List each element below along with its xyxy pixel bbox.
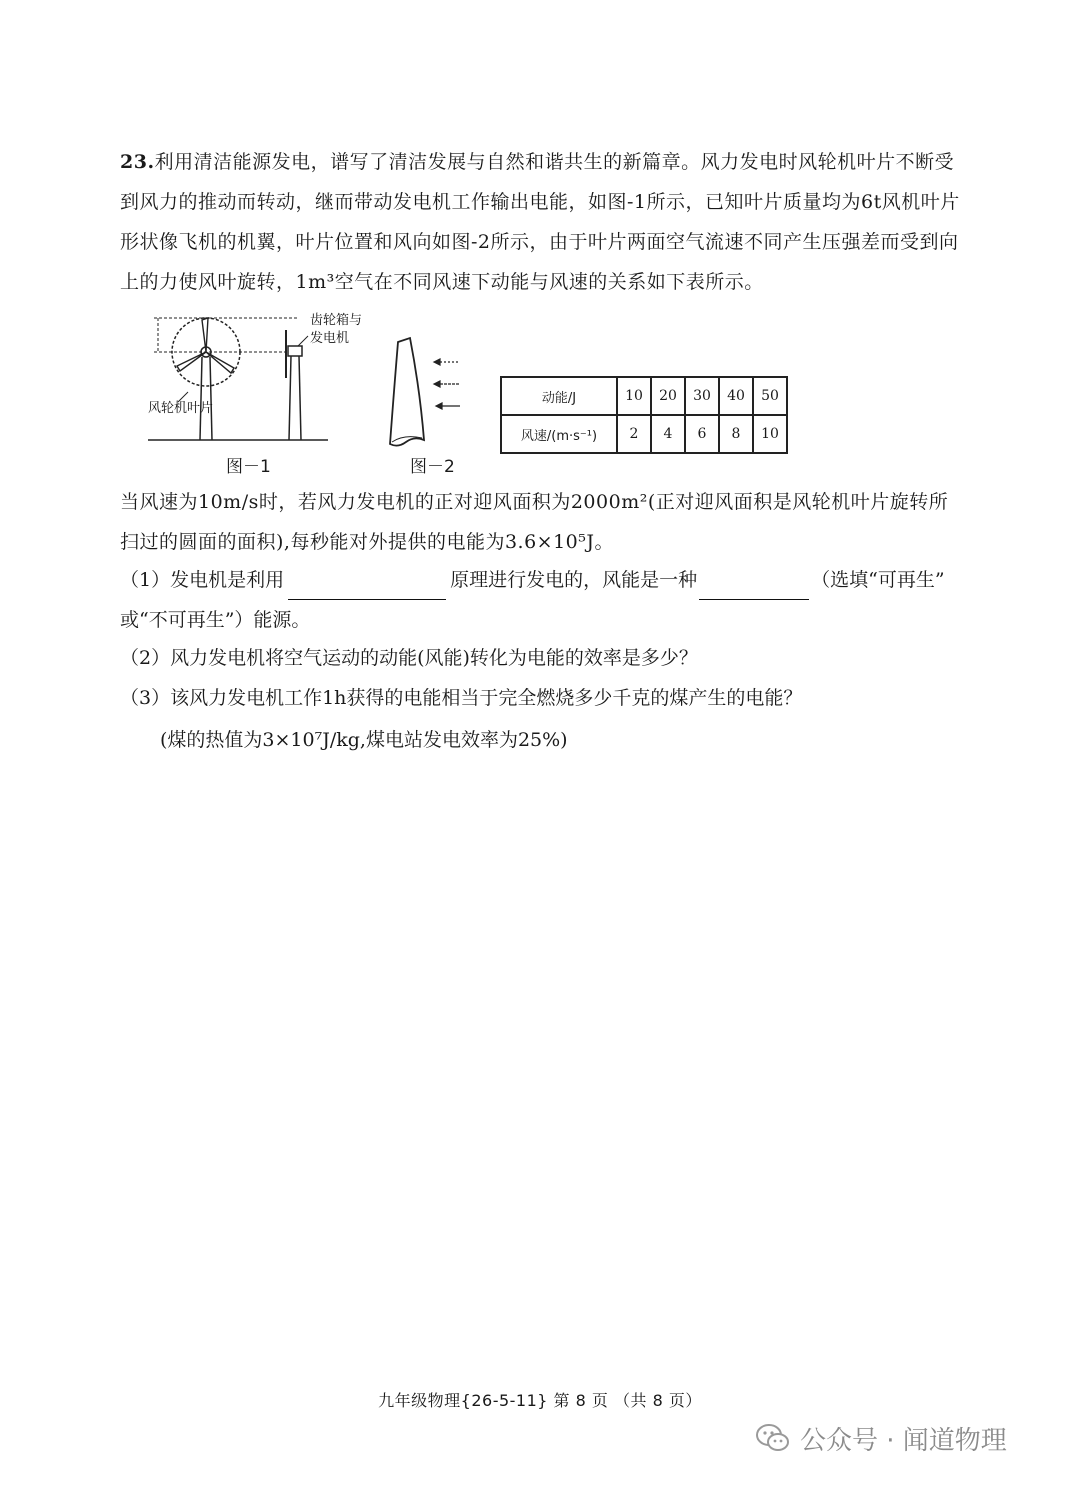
figure-2-caption: 图－2 [410, 457, 455, 477]
question-intro-text: 利用清洁能源发电，谱写了清洁发展与自然和谐共生的新篇章。风力发电时风轮机叶片不断受到风力的推动而转动，继而带动发电机工作输出电能，如图-1所示，已知叶片质量均为6t风机叶片形状像飞机的机翼，叶片位置和风向如图-2所示，由于叶片两面空气流速不同产生压强差而受到向上的力使风叶旋转，1m³空气在不同风速下动能与风速的关系如下表所示。 [120, 151, 960, 293]
label-gearbox: 齿轮箱与 [310, 313, 363, 328]
table-cell: 4 [651, 415, 685, 453]
table-row-speed [501, 415, 787, 453]
label-generator: 发电机 [310, 331, 350, 346]
q1-text-b: 原理进行发电的，风能是一种 [450, 569, 698, 591]
table-cell: 20 [651, 377, 685, 415]
page-footer: 九年级物理{26-5-11} 第 8 页 （共 8 页） [378, 1391, 702, 1410]
sub-question-1 [120, 560, 945, 600]
q1-text-a: （1）发电机是利用 [120, 569, 285, 591]
label-blade: 风轮机叶片 [148, 401, 214, 416]
question-number: 23. [120, 151, 155, 173]
answer-blank-2[interactable] [699, 571, 809, 600]
table-cell: 10 [617, 377, 651, 415]
energy-speed-table [500, 376, 788, 454]
sub-question-3: （3）该风力发电机工作1h获得的电能相当于完全燃烧多少千克的煤产生的电能？ [120, 687, 803, 709]
watermark-text: 公众号 · 闻道物理 [800, 1425, 1007, 1456]
table-row-energy [501, 377, 787, 415]
table-header-speed: 风速/(m·s⁻¹) [501, 415, 617, 453]
q1-text-c: （选填“可再生” [811, 569, 945, 591]
table-cell: 30 [685, 377, 719, 415]
table-cell: 10 [753, 415, 787, 453]
table-cell: 50 [753, 377, 787, 415]
answer-blank-1[interactable] [288, 571, 446, 600]
table-cell: 2 [617, 415, 651, 453]
question-intro [120, 142, 960, 302]
sub-question-3-note: (煤的热值为3×10⁷J/kg,煤电站发电效率为25%) [160, 729, 568, 751]
sub-question-1-continued: 或“不可再生”）能源。 [120, 609, 311, 631]
table-cell: 6 [685, 415, 719, 453]
question-condition: 当风速为10m/s时，若风力发电机的正对迎风面积为2000m²(正对迎风面积是风轮机叶片旋转所扫过的圆面的面积),每秒能对外提供的电能为3.6×10⁵J。 [120, 491, 949, 553]
sub-question-2: （2）风力发电机将空气运动的动能(风能)转化为电能的效率是多少？ [120, 647, 698, 669]
watermark [756, 1418, 1056, 1458]
figure-1-caption: 图－1 [226, 457, 271, 477]
table-cell: 8 [719, 415, 753, 453]
wechat-icon [756, 1423, 790, 1453]
table-cell: 40 [719, 377, 753, 415]
figure-1-wind-turbine [148, 308, 380, 476]
table-header-energy: 动能/J [501, 377, 617, 415]
